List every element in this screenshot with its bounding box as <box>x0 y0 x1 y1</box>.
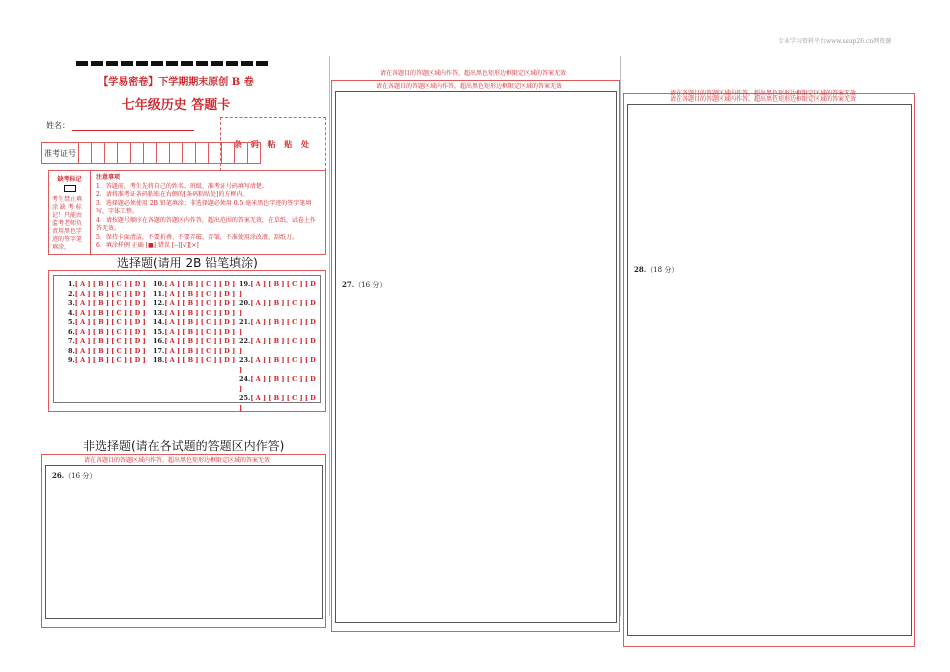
q28-label: 28.（18 分） <box>634 265 679 274</box>
column-divider-2 <box>620 56 621 616</box>
ticket-cell[interactable] <box>222 143 235 163</box>
ticket-cell[interactable] <box>144 143 157 163</box>
ticket-cell[interactable] <box>235 143 248 163</box>
choice-question[interactable]: 11.[ A ] [ B ] [ C ] [ D ] <box>153 289 236 298</box>
absent-mark-panel <box>49 171 91 254</box>
choice-column-3 <box>239 280 320 413</box>
q26-warning: 请在各题目的答题区域内作答，超出黑色矩形边框限定区域的答案无效 <box>84 457 271 464</box>
choice-question[interactable]: 20.[ A ] [ B ] [ C ] [ D ] <box>239 299 316 317</box>
absent-mark-box[interactable] <box>64 185 76 192</box>
ticket-cell[interactable] <box>183 143 196 163</box>
ticket-cell[interactable] <box>248 143 260 163</box>
notice-title: 注意事项 <box>96 174 121 181</box>
choice-question[interactable]: 1.[ A ] [ B ] [ C ] [ D ] <box>68 280 146 288</box>
choice-question[interactable]: 2.[ A ] [ B ] [ C ] [ D ] <box>68 289 146 298</box>
choice-answer-box <box>48 270 326 412</box>
ticket-cell[interactable] <box>118 143 131 163</box>
ticket-number-grid[interactable] <box>41 142 261 164</box>
ticket-cell[interactable] <box>105 143 118 163</box>
column-divider-1 <box>329 56 330 616</box>
choice-question[interactable]: 4.[ A ] [ B ] [ C ] [ D ] <box>68 308 146 317</box>
choice-column-2 <box>153 280 235 366</box>
choice-question[interactable]: 19.[ A ] [ B ] [ C ] [ D ] <box>239 280 316 298</box>
notice-line: 4．请按题号顺序在各题的答题区内作答，超出范围的答案无效，在草纸、试卷上作答无效。 <box>96 216 316 232</box>
ticket-cell[interactable] <box>196 143 209 163</box>
absent-mark-title: 缺考标记 <box>57 176 82 183</box>
ticket-cell[interactable] <box>131 143 144 163</box>
choice-question[interactable]: 23.[ A ] [ B ] [ C ] [ D ] <box>239 356 316 374</box>
choice-question[interactable]: 6.[ A ] [ B ] [ C ] [ D ] <box>68 327 146 336</box>
choice-question[interactable]: 3.[ A ] [ B ] [ C ] [ D ] <box>68 299 146 307</box>
choice-question[interactable]: 10.[ A ] [ B ] [ C ] [ D ] <box>153 280 236 288</box>
choice-section-title: 选择题(请用 2B 铅笔填涂) <box>117 256 258 270</box>
notice-panel <box>48 170 326 255</box>
ticket-cell[interactable] <box>79 143 92 163</box>
choice-question[interactable]: 8.[ A ] [ B ] [ C ] [ D ] <box>68 346 146 355</box>
choice-question[interactable]: 17.[ A ] [ B ] [ C ] [ D ] <box>153 346 236 355</box>
alignment-marks <box>76 61 268 66</box>
watermark-text: 专业学习资料平台www.ssup26.cn网资源 <box>778 38 892 45</box>
ticket-cell[interactable] <box>157 143 170 163</box>
nonchoice-section-title: 非选择题(请在各试题的答题区内作答) <box>83 439 285 453</box>
q27-warning: 请在各题目的答题区域内作答，超出黑色矩形边框限定区域的答案无效 <box>376 83 563 90</box>
choice-question[interactable]: 24.[ A ] [ B ] [ C ] [ D ] <box>239 375 316 393</box>
name-field[interactable] <box>46 120 194 131</box>
choice-grid <box>53 275 321 412</box>
choice-question[interactable]: 25.[ A ] [ B ] [ C ] [ D ] <box>239 394 316 412</box>
q27-warning-top: 请在各题目的答题区域内作答，超出黑色矩形边框限定区域的答案无效 <box>380 70 567 77</box>
choice-question[interactable]: 7.[ A ] [ B ] [ C ] [ D ] <box>68 337 146 345</box>
choice-question[interactable]: 16.[ A ] [ B ] [ C ] [ D ] <box>153 337 236 345</box>
choice-question[interactable]: 14.[ A ] [ B ] [ C ] [ D ] <box>153 318 236 326</box>
barcode-area: 条 码 粘 贴 处 <box>220 117 326 171</box>
q28-answer-area[interactable] <box>627 104 912 636</box>
card-title: 七年级历史 答题卡 <box>121 98 231 113</box>
choice-question[interactable]: 9.[ A ] [ B ] [ C ] [ D ] <box>68 356 146 364</box>
notice-line: 2．请将准考证条码粘贴在右侧的[条码粘贴处]的方框内。 <box>96 191 249 198</box>
ticket-cell[interactable] <box>170 143 183 163</box>
ticket-cell[interactable] <box>209 143 222 163</box>
exam-title: 【学易密卷】下学期期末原创 B 卷 <box>98 77 254 88</box>
choice-question[interactable]: 5.[ A ] [ B ] [ C ] [ D ] <box>68 318 146 326</box>
choice-question[interactable]: 15.[ A ] [ B ] [ C ] [ D ] <box>153 327 236 336</box>
q27-answer-area[interactable] <box>335 91 617 623</box>
q26-answer-area[interactable] <box>45 465 323 619</box>
q28-warning: 请在各题目的答题区域内作答，超出黑色矩形边框限定区域的答案无效 <box>670 96 857 103</box>
choice-question[interactable]: 18.[ A ] [ B ] [ C ] [ D ] <box>153 356 236 364</box>
ticket-label: 准考证号 <box>42 143 79 163</box>
ticket-cell[interactable] <box>92 143 105 163</box>
notice-text <box>91 171 325 254</box>
notice-line: 3．选择题必须使用 2B 铅笔填涂；非选择题必须用 0.5 毫米黑色字迹的签字笔填写，字体工整。 <box>96 199 312 215</box>
choice-column-1 <box>68 280 146 366</box>
choice-question[interactable]: 12.[ A ] [ B ] [ C ] [ D ] <box>153 299 236 307</box>
choice-question[interactable]: 22.[ A ] [ B ] [ C ] [ D ] <box>239 337 316 355</box>
name-label: 姓名： <box>46 121 70 130</box>
q27-label: 27.（16 分） <box>342 280 387 289</box>
q28-warning-top: 请在各题目的答题区域内作答，超出黑色矩形边框限定区域的答案无效 <box>670 90 857 97</box>
notice-line: 1．答题前，考生先将自己的姓名、班级、准考证号码填写清楚。 <box>96 182 268 190</box>
notice-line: 6．填涂样例 正确 [■] 错误 [--][√][×] <box>96 242 199 249</box>
name-underline[interactable] <box>72 130 194 131</box>
q26-label: 26.（16 分） <box>52 471 97 480</box>
notice-line: 5．保持卡面清洁，不要折叠、不要弄破、弄皱，不准使用涂改液、刮纸刀。 <box>96 233 298 241</box>
choice-question[interactable]: 13.[ A ] [ B ] [ C ] [ D ] <box>153 308 236 317</box>
choice-question[interactable]: 21.[ A ] [ B ] [ C ] [ D ] <box>239 318 316 336</box>
absent-mark-text: 考生禁止填涂 缺 考 标记！只能由监考老师负责用黑色字迹的签字笔填涂。 <box>52 196 83 251</box>
